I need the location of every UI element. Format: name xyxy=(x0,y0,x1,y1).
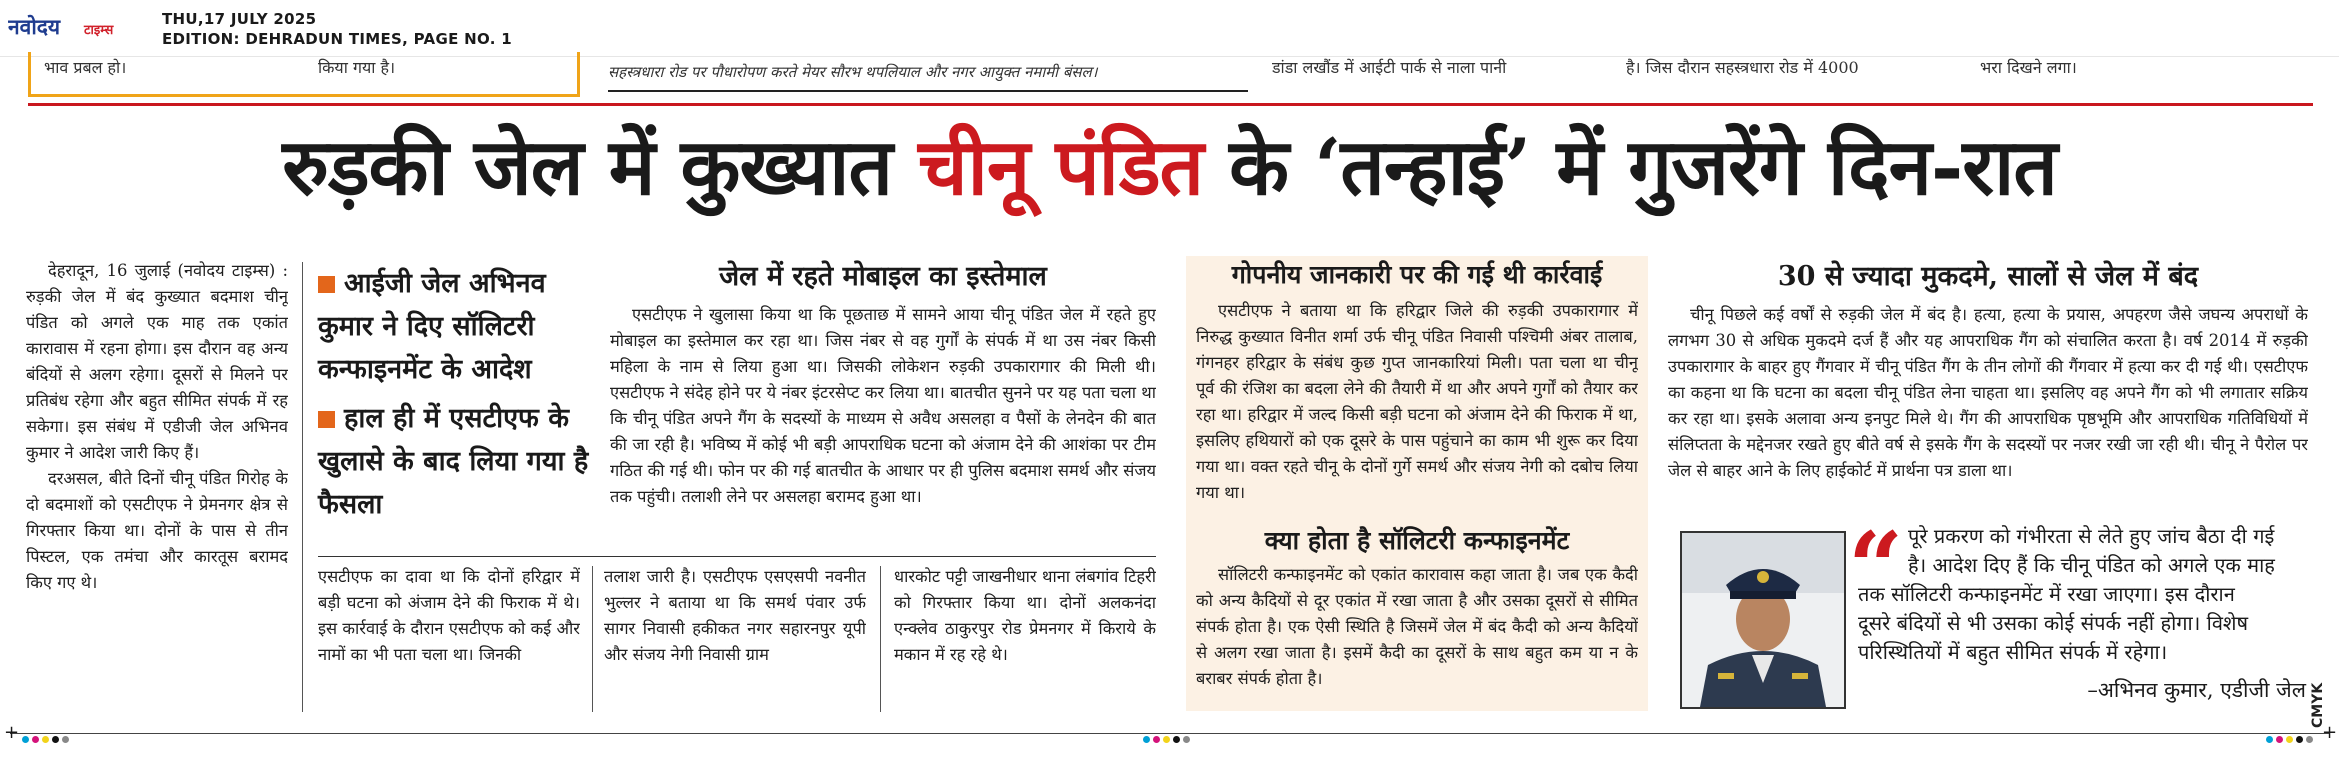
cmyk-mark: CMYK xyxy=(2310,682,2326,728)
story-paragraph: एसटीएफ ने खुलासा किया था कि पूछताछ में सामने आया चीनू पंडित जेल में रहते हुए मोबाइल का इस्तेमाल कर रहा था। जिस नंबर से वह गुर्गों के संपर्क में था उस नंबर किसी महिला के नाम से लिया हुआ था। जिसकी लोकेशन रुड़की उपकारागार की मिली थी। एसटीएफ ने संदेह होने पर ये नंबर इंटरसेप्ट कर लिया था। बातचीत सुनने पर यह पता चला था कि चीनू पंडित अपने गैंग के सदस्यों के माध्यम से अवैध असलहा व पैसों के लेनदेन की बात की जा रही है। भविष्य में कोई भी बड़ी आपराधिक घटना को अंजाम देने की आशंका पर टीम गठित की गई थी। फोन पर की गई बातचीत के आधार पर ही पुलिस बदमाश समर्थ और संजय तक पहुंची। तलाशी लेने पर असलहा बरामद हुआ था। xyxy=(610,305,1156,506)
cyan-dot-icon xyxy=(22,736,29,743)
quote-line: तक सॉलिटरी कन्फाइनमेंट में रखा जाएगा। इस दौरान xyxy=(1858,582,2235,606)
secret-story-body xyxy=(1196,298,1638,520)
grey-dot-icon xyxy=(1183,736,1190,743)
photo-caption: सहस्त्रधारा रोड पर पौधारोपण करते मेयर सौरभ थपलियाल और नगर आयुक्त नमामी बंसल। xyxy=(608,63,1098,81)
cyan-dot-icon xyxy=(1143,736,1150,743)
highlight-text: आईजी जेल अभिनव कुमार ने दिए सॉलिटरी कन्फाइनमेंट के आदेश xyxy=(318,268,546,385)
magenta-dot-icon xyxy=(32,736,39,743)
story-paragraph: देहरादून, 16 जुलाई (नवोदय टाइम्स) : रुड़की जेल में बंद कुख्यात बदमाश चीनू पंडित को अगले एक माह तक एकांत कारावास में रहना होगा। इस दौरान वह अन्य बंदियों से अलग रहेगा। दूसरों से मिलने पर प्रतिबंध रहेगा और बहुत सीमित संपर्क में रह सकेगा। इस संबंध में एडीजी जेल अभिनव कुमार ने आदेश जारी किए हैं। xyxy=(26,261,288,462)
continuation-column-3 xyxy=(894,564,1156,714)
yellow-dot-icon xyxy=(42,736,49,743)
continuation-column-2 xyxy=(604,564,866,714)
magenta-dot-icon xyxy=(1153,736,1160,743)
highlights-box xyxy=(318,262,590,526)
color-bar-left xyxy=(22,736,69,743)
grey-dot-icon xyxy=(62,736,69,743)
solitary-body xyxy=(1196,562,1638,708)
color-bar-center xyxy=(1143,736,1190,743)
yellow-dot-icon xyxy=(2286,736,2293,743)
story-paragraph: धारकोट पट्टी जाखनीधार थाना लंबगांव टिहरी को गिरफ्तार किया था। दोनों अलकनंदा एन्क्लेव ठाकुरपुर रोड प्रेमनगर में किराये के मकान में रह रहे थे। xyxy=(894,567,1156,664)
headline-part: रुड़की जेल में कुख्यात xyxy=(282,122,892,213)
bullet-square-icon xyxy=(318,411,335,428)
main-headline xyxy=(0,118,2339,218)
black-dot-icon xyxy=(52,736,59,743)
cases-story-heading: 30 से ज्यादा मुकदमे, सालों से जेल में बंद xyxy=(1777,261,2199,292)
mobile-story-body xyxy=(610,302,1156,554)
color-bar-right xyxy=(2266,736,2313,743)
svg-text:टाइम्स: टाइम्स xyxy=(84,23,114,38)
column-divider xyxy=(302,262,303,712)
story-paragraph: तलाश जारी है। एसटीएफ एसएसपी नवनीत भुल्लर ने बताया था कि समर्थ पंवार उर्फ सागर निवासी हकीकत नगर सहारनपुर यूपी और संजय नेगी निवासी ग्राम xyxy=(604,567,866,664)
horizontal-divider xyxy=(318,556,1156,557)
quote-icon: “ xyxy=(1848,511,1904,624)
column-divider xyxy=(592,566,593,712)
quote-line: पूरे प्रकरण को गंभीरता से लेते हुए जांच बैठा दी गई xyxy=(1908,524,2275,548)
edition-date: THU,17 JULY 2025 xyxy=(162,10,317,28)
cyan-dot-icon xyxy=(2266,736,2273,743)
page-header xyxy=(0,0,2339,57)
highlight-item xyxy=(318,262,590,391)
page-bottom-rule xyxy=(10,733,2329,734)
prev-strip-text: है। जिस दौरान सहस्त्रधारा रोड में 4000 xyxy=(1626,58,1859,77)
magenta-dot-icon xyxy=(2276,736,2283,743)
story-paragraph: एसटीएफ का दावा था कि दोनों हरिद्वार में बड़ी घटना को अंजाम देने की फिराक में थे। इस कार्रवाई के दौरान एसटीएफ को कई और नामों का भी पता चला था। जिनकी xyxy=(318,567,580,664)
svg-text:नवोदय: नवोदय xyxy=(8,15,61,39)
black-dot-icon xyxy=(1173,736,1180,743)
secret-story-heading: गोपनीय जानकारी पर की गई थी कार्रवाई xyxy=(1231,260,1603,289)
yellow-dot-icon xyxy=(1163,736,1170,743)
bullet-square-icon xyxy=(318,276,335,293)
quote-line: दूसरे बंदियों से भी उसका कोई संपर्क नहीं होगा। विशेष xyxy=(1858,611,2249,635)
prev-strip-text: भाव प्रबल हो। xyxy=(44,58,127,77)
quote-line: परिस्थितियों में बहुत सीमित संपर्क में रहेगा। xyxy=(1858,640,2168,664)
prev-strip-text: किया गया है। xyxy=(318,58,396,77)
solitary-heading: क्या होता है सॉलिटरी कन्फाइनमेंट xyxy=(1264,526,1570,555)
black-dot-icon xyxy=(2296,736,2303,743)
officer-photo xyxy=(1680,531,1846,709)
headline-part: के ‘तन्हाई’ में गुजरेंगे दिन-रात xyxy=(1229,122,2057,213)
grey-dot-icon xyxy=(2306,736,2313,743)
quote-line: है। आदेश दिए हैं कि चीनू पंडित को अगले एक माह xyxy=(1908,553,2275,577)
section-divider xyxy=(28,103,2313,106)
headline-highlight: चीनू पंडित xyxy=(918,122,1204,213)
highlight-text: हाल ही में एसटीएफ के खुलासे के बाद लिया गया है फैसला xyxy=(318,403,589,520)
quote-attribution: –अभिनव कुमार, एडीजी जेल xyxy=(2087,678,2306,702)
registration-cross-icon: + xyxy=(2322,722,2338,743)
prev-strip-text: डांडा लखौंड में आईटी पार्क से नाला पानी xyxy=(1272,58,1507,77)
caption-underline xyxy=(608,90,1248,92)
story-paragraph: दरअसल, बीते दिनों चीनू पंडित गिरोह के दो बदमाशों को एसटीएफ ने प्रेमनगर क्षेत्र से गिरफ्तार किया था। दोनों के पास से तीन पिस्टल, एक तमंचा और कारतूस बरामद किए गए थे। xyxy=(26,469,288,592)
story-paragraph: एसटीएफ ने बताया था कि हरिद्वार जिले की रुड़की उपकारागार में निरुद्ध कुख्यात विनीत शर्मा उर्फ चीनू पंडित निवासी पश्चिमी अंबर तालाब, गंगनहर हरिद्वार के संबंध कुछ गुप्त जानकारियां मिली। पता चला था चीनू पूर्व की रंजिश का बदला लेने की तैयारी में था और अपने गुर्गों को तैयार कर रहा था। हरिद्वार में जल्द किसी बड़ी घटना को अंजाम देने की फिराक में था, इसलिए हथियारों को एक दूसरे के पास पहुंचाने का काम भी शुरू कर दिया गया था। वक्त रहते चीनू के दोनों गुर्गे समर्थ और संजय नेगी को दबोच लिया गया था। xyxy=(1196,301,1638,502)
newspaper-logo xyxy=(8,12,140,42)
lead-story-column xyxy=(26,258,288,713)
prev-strip-text: भरा दिखने लगा। xyxy=(1980,58,2077,77)
story-paragraph: चीनू पिछले कई वर्षों से रुड़की जेल में बंद है। हत्या, हत्या के प्रयास, अपहरण जैसे जघन्य अपराधों के लगभग 30 से अधिक मुकदमे दर्ज हैं और यह आपराधिक गैंग को संचालित करता है। वर्ष 2014 में रुड़की उपकारागार के बाहर हुए गैंगवार में चीनू पंडित गैंग के तीन लोगों की गैंगवार में हत्या कर दी गई थी। एसटीएफ का कहना था कि घटना का बदला चीनू पंडित लेना चाहता था। इसलिए वह अपने गैंग को भी लगातार सक्रिय कर रहा था। इसके अलावा अन्य इनपुट मिले थे। गैंग की आपराधिक पृष्ठभूमि और आपराधिक गतिविधियों में संलिप्तता के मद्देनजर रखते हुए बीते वर्ष से इसके गैंग के सदस्यों पर नजर रखी जा रही थी। चीनू ने पैरोल पर जेल से बाहर आने के लिए हाईकोर्ट में प्रार्थना पत्र डाला था। xyxy=(1668,305,2308,480)
mobile-story-heading: जेल में रहते मोबाइल का इस्तेमाल xyxy=(719,261,1047,292)
story-paragraph: सॉलिटरी कन्फाइनमेंट को एकांत कारावास कहा जाता है। जब एक कैदी को अन्य कैदियों से दूर एकांत में रखा जाता है और उसका दूसरों से सीमित संपर्क होता है। एक ऐसी स्थिति है जिसमें जेल में बंद कैदी को अन्य कैदियों से अलग रखा जाता है। इसमें कैदी का दूसरों के साथ बहुत कम या न के बराबर संपर्क होता है। xyxy=(1196,565,1638,688)
cases-story-body xyxy=(1668,302,2308,516)
pull-quote xyxy=(1858,522,2308,667)
continuation-column-1 xyxy=(318,564,580,714)
highlight-item xyxy=(318,397,590,526)
registration-cross-icon: + xyxy=(4,722,20,743)
edition-label: EDITION: DEHRADUN TIMES, PAGE NO. 1 xyxy=(162,30,512,48)
column-divider xyxy=(880,566,881,712)
